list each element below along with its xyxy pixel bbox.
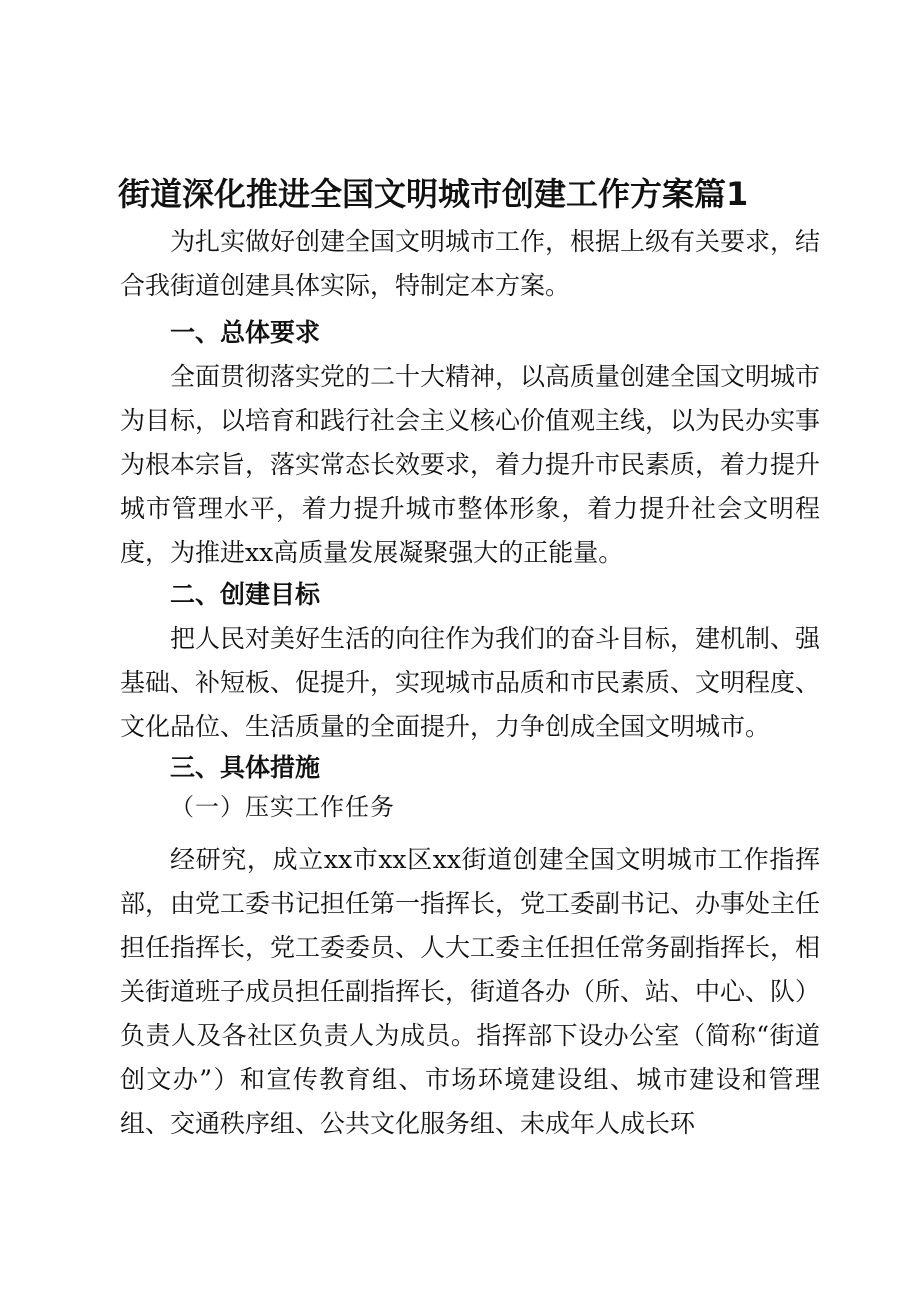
subsection-heading-tasks: （一）压实工作任务 [170,793,395,821]
document-title: 街道深化推进全国文明城市创建工作方案篇1 [118,175,749,213]
section-paragraph-goals: 把人民对美好生活的向往作为我们的奋斗目标，建机制、强基础、补短板、促提升，实现城市品质和市民素质、文明程度、文化品位、生活质量的全面提升，力争创成全国文明城市。 [120,624,821,741]
section-heading-measures: 三、具体措施 [170,753,321,782]
intro-paragraph: 为扎实做好创建全国文明城市工作，根据上级有关要求，结合我街道创建具体实际，特制定本方案。 [120,227,821,300]
section-heading-overall-requirements: 一、总体要求 [170,318,321,347]
section-heading-goals: 二、创建目标 [170,580,321,609]
section-paragraph-measures: 经研究，成立xx市xx区xx街道创建全国文明城市工作指挥部，由党工委书记担任第一指挥长，党工委副书记、办事处主任担任指挥长，党工委委员、人大工委主任担任常务副指挥长，相关街道班子成员担任副指挥长，街道各办（所、站、中心、队）负责人及各社区负责人为成员。指挥部下设办公室（简称“街道创文办”）和宣传教育组、市场环境建设组、城市建设和管理组、交通秩序组、公共文化服务组、未成年人成长环 [120,845,821,1138]
section-paragraph-overall-requirements: 全面贯彻落实党的二十大精神，以高质量创建全国文明城市为目标，以培育和践行社会主义核心价值观主线，以为民办实事为根本宗旨，落实常态长效要求，着力提升市民素质，着力提升城市管理水平，着力提升城市整体形象，着力提升社会文明程度，为推进xx高质量发展凝聚强大的正能量。 [120,362,821,567]
